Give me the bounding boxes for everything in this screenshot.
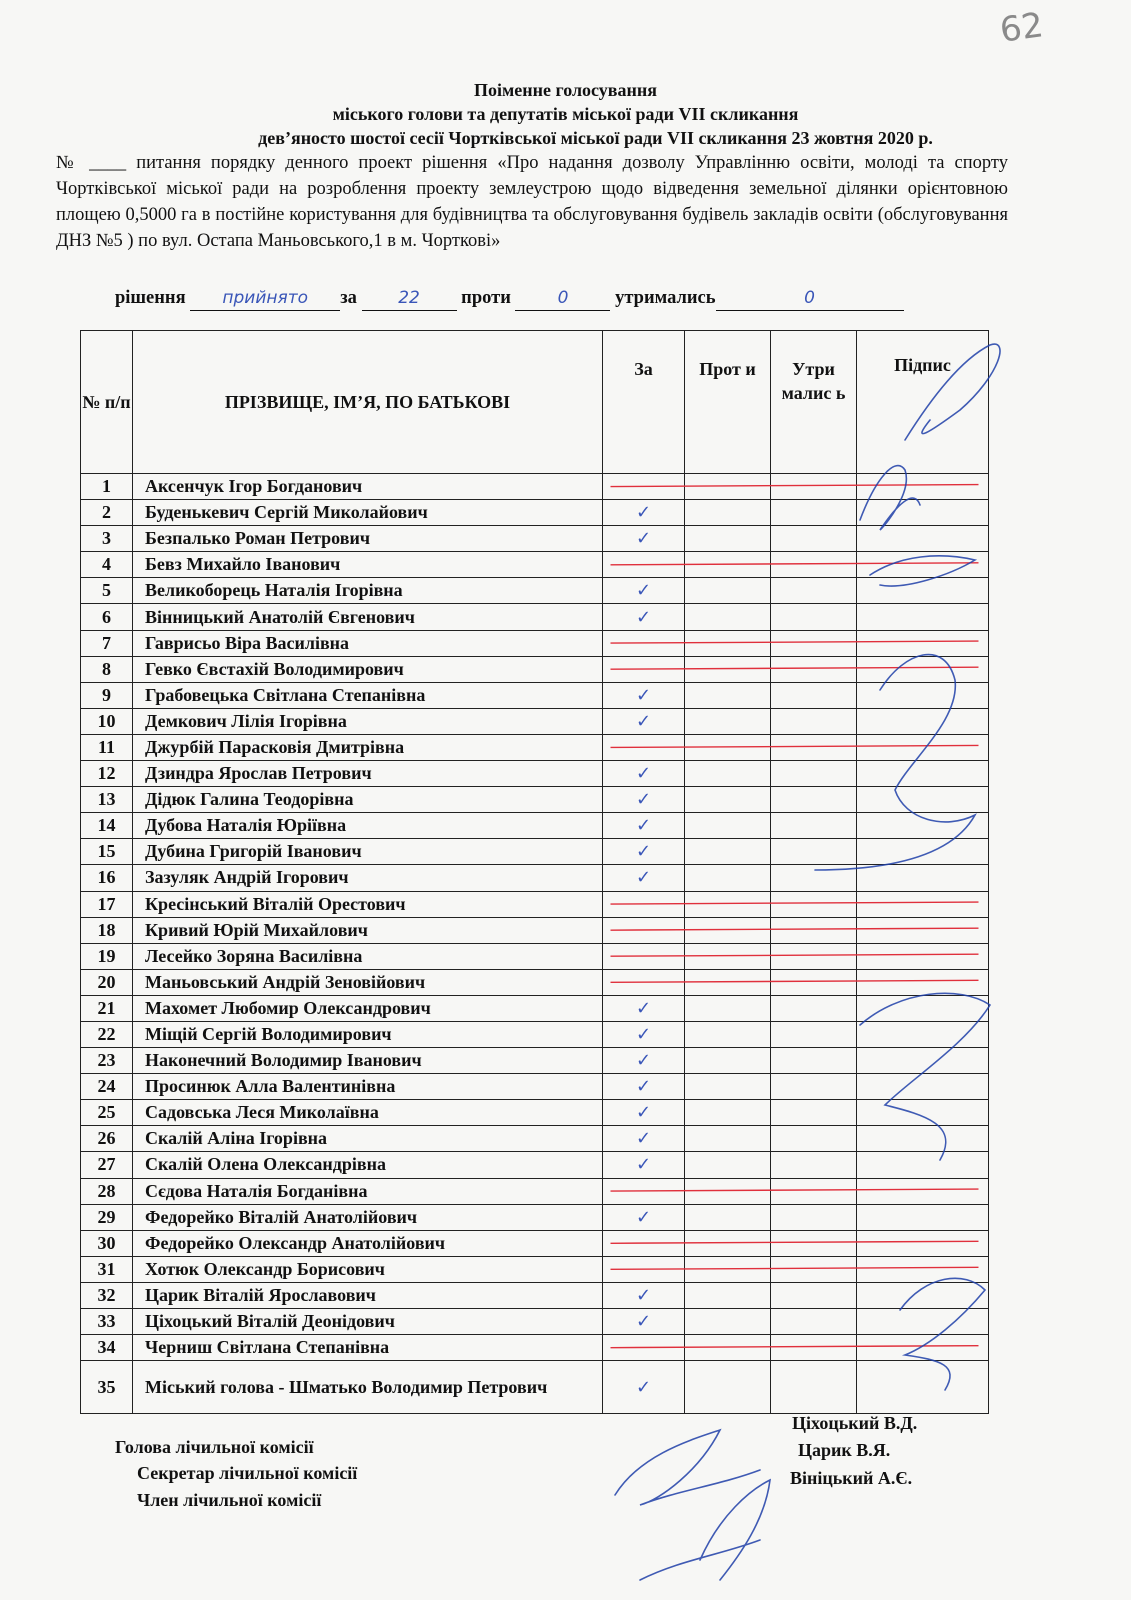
- deputy-name: Хотюк Олександр Борисович: [133, 1256, 603, 1282]
- vote-for-cell: ✓: [603, 995, 685, 1021]
- signature-cell: [857, 1309, 989, 1335]
- row-number: 8: [81, 656, 133, 682]
- row-number: 4: [81, 552, 133, 578]
- vote-for-cell: ✓: [603, 1048, 685, 1074]
- vote-against-cell: [685, 969, 771, 995]
- signature-cell: [857, 969, 989, 995]
- page-number: 62: [997, 5, 1046, 51]
- session-line: дев’яносто шостої сесії Чортківської міської ради VII скликання 23 жовтня 2020 р.: [258, 128, 933, 148]
- deputy-name: Дідюк Галина Теодорівна: [133, 787, 603, 813]
- row-number: 34: [81, 1335, 133, 1361]
- signature-cell: [857, 500, 989, 526]
- signature-footer-secretary: [700, 1480, 770, 1580]
- abstained-count: 0: [716, 288, 904, 311]
- row-number: 21: [81, 995, 133, 1021]
- table-row: [81, 1282, 989, 1308]
- deputy-name: Джурбій Парасковія Дмитрівна: [133, 734, 603, 760]
- table-row: [81, 787, 989, 813]
- deputy-name: Дубова Наталія Юріївна: [133, 813, 603, 839]
- vote-against-cell: [685, 1204, 771, 1230]
- row-number: 20: [81, 969, 133, 995]
- vote-against-cell: [685, 578, 771, 604]
- decision-value: прийнято: [190, 288, 340, 311]
- deputy-name: Великоборець Наталія Ігорівна: [133, 578, 603, 604]
- column-header-signature: Підпис: [857, 331, 989, 474]
- signature-cell: [857, 708, 989, 734]
- deputy-name: Садовська Леся Миколаївна: [133, 1100, 603, 1126]
- signature-cell: [857, 1282, 989, 1308]
- vote-abstained-cell: [771, 1074, 857, 1100]
- vote-against-cell: [685, 526, 771, 552]
- deputy-name: Кресінський Віталій Орестович: [133, 891, 603, 917]
- vote-abstained-cell: [771, 708, 857, 734]
- vote-against-cell: [685, 1309, 771, 1335]
- table-row: [81, 682, 989, 708]
- vote-abstained-cell: [771, 839, 857, 865]
- signature-cell: [857, 630, 989, 656]
- vote-against-cell: [685, 1178, 771, 1204]
- vote-for-cell: [603, 734, 685, 760]
- vote-for-cell: ✓: [603, 1282, 685, 1308]
- vote-against-cell: [685, 630, 771, 656]
- vote-for-cell: ✓: [603, 1204, 685, 1230]
- vote-against-cell: [685, 1361, 771, 1414]
- row-number: 29: [81, 1204, 133, 1230]
- signature-cell: [857, 1152, 989, 1178]
- vote-abstained-cell: [771, 1126, 857, 1152]
- signature-cell: [857, 1230, 989, 1256]
- row-number: 2: [81, 500, 133, 526]
- vote-abstained-cell: [771, 891, 857, 917]
- decision-summary: [115, 288, 904, 311]
- vote-for-cell: [603, 1335, 685, 1361]
- vote-abstained-cell: [771, 578, 857, 604]
- vote-abstained-cell: [771, 1204, 857, 1230]
- vote-for-cell: ✓: [603, 578, 685, 604]
- row-number: 14: [81, 813, 133, 839]
- row-number: 12: [81, 761, 133, 787]
- for-count: 22: [362, 288, 457, 311]
- vote-for-cell: [603, 552, 685, 578]
- deputy-name: Махомет Любомир Олександрович: [133, 995, 603, 1021]
- vote-abstained-cell: [771, 734, 857, 760]
- signature-cell: [857, 1335, 989, 1361]
- deputy-name: Бевз Михайло Іванович: [133, 552, 603, 578]
- table-row: [81, 1178, 989, 1204]
- footer-commission-chair: Голова лічильної комісії: [115, 1437, 314, 1457]
- row-number: 27: [81, 1152, 133, 1178]
- vote-abstained-cell: [771, 1230, 857, 1256]
- vote-against-cell: [685, 995, 771, 1021]
- signature-cell: [857, 656, 989, 682]
- deputy-name: Кривий Юрій Михайлович: [133, 917, 603, 943]
- deputy-name: Наконечний Володимир Іванович: [133, 1048, 603, 1074]
- table-row: [81, 474, 989, 500]
- table-row: [81, 1100, 989, 1126]
- vote-against-cell: [685, 813, 771, 839]
- deputy-name: Лесейко Зоряна Василівна: [133, 943, 603, 969]
- signature-cell: [857, 682, 989, 708]
- vote-against-cell: [685, 787, 771, 813]
- table-row: [81, 630, 989, 656]
- vote-against-cell: [685, 1074, 771, 1100]
- vote-against-cell: [685, 500, 771, 526]
- deputy-name: Аксенчук Ігор Богданович: [133, 474, 603, 500]
- table-row: [81, 1021, 989, 1047]
- vote-rows: [81, 474, 989, 1414]
- vote-abstained-cell: [771, 969, 857, 995]
- vote-against-cell: [685, 891, 771, 917]
- table-row: [81, 1204, 989, 1230]
- vote-abstained-cell: [771, 1048, 857, 1074]
- for-label: за: [340, 288, 357, 308]
- vote-abstained-cell: [771, 552, 857, 578]
- vote-for-cell: [603, 943, 685, 969]
- row-number: 9: [81, 682, 133, 708]
- table-row: [81, 865, 989, 891]
- vote-against-cell: [685, 761, 771, 787]
- vote-against-cell: [685, 474, 771, 500]
- vote-against-cell: [685, 1100, 771, 1126]
- deputy-name: Черниш Світлана Степанівна: [133, 1335, 603, 1361]
- vote-abstained-cell: [771, 630, 857, 656]
- table-row: [81, 500, 989, 526]
- deputy-name: Маньовський Андрій Зеновійович: [133, 969, 603, 995]
- signature-footer-member: [640, 1540, 760, 1580]
- row-number: 3: [81, 526, 133, 552]
- vote-for-cell: [603, 917, 685, 943]
- vote-against-cell: [685, 865, 771, 891]
- signature-cell: [857, 526, 989, 552]
- table-row: [81, 1361, 989, 1414]
- vote-against-cell: [685, 1126, 771, 1152]
- against-label: проти: [461, 288, 511, 308]
- vote-against-cell: [685, 917, 771, 943]
- table-row: [81, 891, 989, 917]
- signature-cell: [857, 1048, 989, 1074]
- vote-for-cell: [603, 1256, 685, 1282]
- vote-for-cell: [603, 1230, 685, 1256]
- row-number: 5: [81, 578, 133, 604]
- signature-cell: [857, 891, 989, 917]
- deputy-name: Просинюк Алла Валентинівна: [133, 1074, 603, 1100]
- table-row: [81, 917, 989, 943]
- table-row: [81, 1048, 989, 1074]
- deputy-name: Царик Віталій Ярославович: [133, 1282, 603, 1308]
- signature-cell: [857, 787, 989, 813]
- row-number: 32: [81, 1282, 133, 1308]
- table-row: [81, 1074, 989, 1100]
- signature-cell: [857, 1126, 989, 1152]
- signature-cell: [857, 604, 989, 630]
- vote-for-cell: [603, 969, 685, 995]
- signature-cell: [857, 839, 989, 865]
- deputy-name: Буденькевич Сергій Миколайович: [133, 500, 603, 526]
- vote-for-cell: ✓: [603, 500, 685, 526]
- vote-abstained-cell: [771, 865, 857, 891]
- row-number: 19: [81, 943, 133, 969]
- row-number: 17: [81, 891, 133, 917]
- vote-for-cell: ✓: [603, 761, 685, 787]
- row-number: 26: [81, 1126, 133, 1152]
- table-row: [81, 708, 989, 734]
- vote-against-cell: [685, 1335, 771, 1361]
- row-number: 28: [81, 1178, 133, 1204]
- vote-abstained-cell: [771, 1256, 857, 1282]
- table-row: [81, 526, 989, 552]
- row-number: 33: [81, 1309, 133, 1335]
- deputy-name: Сєдова Наталія Богданівна: [133, 1178, 603, 1204]
- signature-cell: [857, 1204, 989, 1230]
- agenda-item-description: № ____ питання порядку денного проект рішення «Про надання дозволу Управлінню освіти, молоді та спорту Чортківської міської ради на розроблення проекту землеустрою щодо відведення земельної ділянки орієнтовною площею 0,5000 га в постійне користування для будівництва та обслуговування будівель закладів освіти (обслуговування ДНЗ №5 ) по вул. Остапа Маньовського,1 в м. Чорткові»: [56, 153, 1008, 251]
- vote-for-cell: ✓: [603, 813, 685, 839]
- vote-abstained-cell: [771, 1021, 857, 1047]
- table-row: [81, 656, 989, 682]
- vote-for-cell: ✓: [603, 708, 685, 734]
- vote-against-cell: [685, 682, 771, 708]
- signature-cell: [857, 1021, 989, 1047]
- table-row: [81, 839, 989, 865]
- footer-chair-name: Ціхоцький В.Д.: [792, 1413, 918, 1433]
- vote-abstained-cell: [771, 656, 857, 682]
- row-number: 6: [81, 604, 133, 630]
- footer-secretary-name: Царик В.Я.: [798, 1440, 891, 1460]
- vote-against-cell: [685, 1256, 771, 1282]
- vote-abstained-cell: [771, 761, 857, 787]
- table-row: [81, 1256, 989, 1282]
- column-header-number: № п/п: [81, 331, 133, 474]
- row-number: 18: [81, 917, 133, 943]
- row-number: 30: [81, 1230, 133, 1256]
- deputy-name: Скалій Аліна Ігорівна: [133, 1126, 603, 1152]
- vote-for-cell: ✓: [603, 865, 685, 891]
- signature-cell: [857, 578, 989, 604]
- deputy-name: Федорейко Олександр Анатолійович: [133, 1230, 603, 1256]
- deputy-name: Міщій Сергій Володимирович: [133, 1021, 603, 1047]
- vote-abstained-cell: [771, 917, 857, 943]
- table-row: [81, 1230, 989, 1256]
- vote-for-cell: ✓: [603, 839, 685, 865]
- signature-cell: [857, 1361, 989, 1414]
- table-row: [81, 1126, 989, 1152]
- vote-abstained-cell: [771, 1335, 857, 1361]
- signature-footer-chair: [615, 1430, 760, 1505]
- deputy-name: Гаврисьо Віра Василівна: [133, 630, 603, 656]
- vote-for-cell: ✓: [603, 1361, 685, 1414]
- vote-abstained-cell: [771, 1282, 857, 1308]
- deputy-name: Федорейко Віталій Анатолійович: [133, 1204, 603, 1230]
- signature-cell: [857, 813, 989, 839]
- vote-against-cell: [685, 1282, 771, 1308]
- vote-against-cell: [685, 1048, 771, 1074]
- vote-abstained-cell: [771, 1361, 857, 1414]
- vote-against-cell: [685, 734, 771, 760]
- vote-abstained-cell: [771, 995, 857, 1021]
- vote-against-cell: [685, 1230, 771, 1256]
- row-number: 25: [81, 1100, 133, 1126]
- row-number: 7: [81, 630, 133, 656]
- deputy-name: Демкович Лілія Ігорівна: [133, 708, 603, 734]
- row-number: 10: [81, 708, 133, 734]
- vote-against-cell: [685, 604, 771, 630]
- table-row: [81, 578, 989, 604]
- vote-for-cell: ✓: [603, 1309, 685, 1335]
- document-title: Поіменне голосування: [473, 80, 658, 100]
- table-row: [81, 552, 989, 578]
- signature-cell: [857, 1100, 989, 1126]
- vote-for-cell: [603, 891, 685, 917]
- column-header-abstained: Утри малис ь: [771, 331, 857, 474]
- vote-abstained-cell: [771, 813, 857, 839]
- deputy-name: Дубина Григорій Іванович: [133, 839, 603, 865]
- column-header-against: Прот и: [685, 331, 771, 474]
- deputy-name: Безпалько Роман Петрович: [133, 526, 603, 552]
- row-number: 24: [81, 1074, 133, 1100]
- table-row: [81, 969, 989, 995]
- row-number: 13: [81, 787, 133, 813]
- vote-abstained-cell: [771, 787, 857, 813]
- vote-abstained-cell: [771, 943, 857, 969]
- row-number: 15: [81, 839, 133, 865]
- vote-for-cell: ✓: [603, 1126, 685, 1152]
- vote-for-cell: ✓: [603, 1074, 685, 1100]
- table-row: [81, 1152, 989, 1178]
- row-number: 22: [81, 1021, 133, 1047]
- signature-cell: [857, 734, 989, 760]
- vote-for-cell: ✓: [603, 1100, 685, 1126]
- row-number: 16: [81, 865, 133, 891]
- table-row: [81, 1335, 989, 1361]
- footer-member-name: Вініцький А.Є.: [790, 1468, 913, 1488]
- vote-for-cell: ✓: [603, 787, 685, 813]
- abstained-label: утримались: [615, 288, 716, 308]
- signature-cell: [857, 995, 989, 1021]
- vote-abstained-cell: [771, 1100, 857, 1126]
- table-row: [81, 604, 989, 630]
- vote-abstained-cell: [771, 1178, 857, 1204]
- decision-label: рішення: [115, 288, 186, 308]
- table-row: [81, 995, 989, 1021]
- row-number: 1: [81, 474, 133, 500]
- vote-against-cell: [685, 839, 771, 865]
- footer-commission-secretary: Секретар лічильної комісії: [137, 1463, 358, 1483]
- column-header-for: За: [603, 331, 685, 474]
- vote-for-cell: [603, 1178, 685, 1204]
- vote-abstained-cell: [771, 526, 857, 552]
- table-row: [81, 1309, 989, 1335]
- table-row: [81, 734, 989, 760]
- vote-against-cell: [685, 552, 771, 578]
- vote-for-cell: ✓: [603, 1152, 685, 1178]
- vote-against-cell: [685, 943, 771, 969]
- signature-cell: [857, 761, 989, 787]
- vote-abstained-cell: [771, 474, 857, 500]
- vote-for-cell: [603, 474, 685, 500]
- deputy-name: Гевко Євстахій Володимирович: [133, 656, 603, 682]
- vote-abstained-cell: [771, 682, 857, 708]
- vote-against-cell: [685, 1021, 771, 1047]
- signature-cell: [857, 1256, 989, 1282]
- column-header-name: ПРІЗВИЩЕ, ІМ’Я, ПО БАТЬКОВІ: [133, 331, 603, 474]
- table-row: [81, 943, 989, 969]
- voting-table: [80, 330, 989, 1414]
- table-header-row: [81, 331, 989, 474]
- vote-abstained-cell: [771, 1152, 857, 1178]
- row-number: 23: [81, 1048, 133, 1074]
- signature-cell: [857, 552, 989, 578]
- against-count: 0: [515, 288, 610, 311]
- deputy-name: Дзиндра Ярослав Петрович: [133, 761, 603, 787]
- vote-against-cell: [685, 656, 771, 682]
- signature-cell: [857, 1074, 989, 1100]
- row-number: 35: [81, 1361, 133, 1414]
- vote-against-cell: [685, 1152, 771, 1178]
- deputy-name: Міський голова - Шматько Володимир Петрович: [133, 1361, 603, 1414]
- vote-against-cell: [685, 708, 771, 734]
- vote-for-cell: ✓: [603, 1021, 685, 1047]
- vote-for-cell: ✓: [603, 526, 685, 552]
- row-number: 11: [81, 734, 133, 760]
- vote-for-cell: ✓: [603, 682, 685, 708]
- deputy-name: Ціхоцький Віталій Деонідович: [133, 1309, 603, 1335]
- vote-for-cell: [603, 630, 685, 656]
- row-number: 31: [81, 1256, 133, 1282]
- document-subtitle: міського голови та депутатів міської ради VII скликання: [332, 104, 799, 124]
- signature-cell: [857, 917, 989, 943]
- deputy-name: Зазуляк Андрій Ігорович: [133, 865, 603, 891]
- deputy-name: Скалій Олена Олександрівна: [133, 1152, 603, 1178]
- signature-cell: [857, 474, 989, 500]
- signature-cell: [857, 943, 989, 969]
- vote-for-cell: ✓: [603, 604, 685, 630]
- deputy-name: Грабовецька Світлана Степанівна: [133, 682, 603, 708]
- vote-abstained-cell: [771, 604, 857, 630]
- signature-cell: [857, 865, 989, 891]
- footer-commission-member: Член лічильної комісії: [137, 1490, 322, 1510]
- vote-abstained-cell: [771, 1309, 857, 1335]
- table-row: [81, 813, 989, 839]
- deputy-name: Вінницький Анатолій Євгенович: [133, 604, 603, 630]
- table-row: [81, 761, 989, 787]
- vote-abstained-cell: [771, 500, 857, 526]
- signature-cell: [857, 1178, 989, 1204]
- vote-for-cell: [603, 656, 685, 682]
